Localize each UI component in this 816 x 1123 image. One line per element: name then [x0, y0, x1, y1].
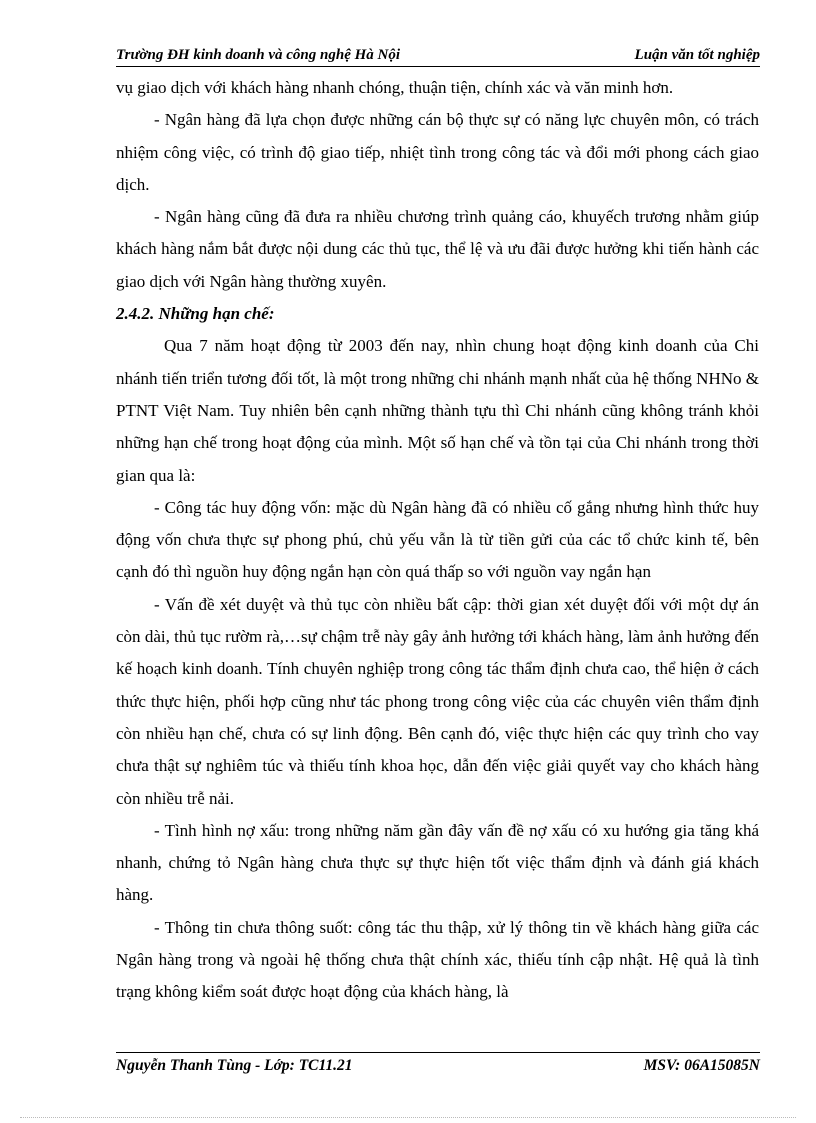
- footer-author: Nguyễn Thanh Tùng - Lớp: TC11.21: [116, 1057, 353, 1074]
- paragraph-7: - Tình hình nợ xấu: trong những năm gần đây vấn đề nợ xấu có xu hướng gia tăng khá nhanh, chứng tỏ Ngân hàng chưa thực sự thực hiện tốt việc thẩm định và đánh giá khách hàng.: [116, 820, 759, 905]
- document-body: [116, 72, 759, 1009]
- paragraph-1: vụ giao dịch với khách hàng nhanh chóng, thuận tiện, chính xác và văn minh hơn.: [116, 78, 674, 97]
- paragraph-2: - Ngân hàng đã lựa chọn được những cán bộ thực sự có năng lực chuyên môn, có trách nhiệm công việc, có trình độ giao tiếp, nhiệt tình trong công tác và đổi mới phong cách giao dịch.: [116, 110, 759, 194]
- page-header: [116, 44, 760, 67]
- paragraph-8: - Thông tin chưa thông suốt: công tác thu thập, xử lý thông tin về khách hàng giữa các Ngân hàng trong và ngoài hệ thống chưa thật chính xác, thiếu tính cập nhật. Hệ quả là tình trạng không kiểm soát được hoạt động của khách hàng, là: [116, 917, 759, 1002]
- paragraph-4: Qua 7 năm hoạt động từ 2003 đến nay, nhìn chung hoạt động kinh doanh của Chi nhánh tiến triển tương đối tốt, là một trong những chi nhánh mạnh nhất của hệ thống NHNo & PTNT Việt Nam. Tuy nhiên bên cạnh những thành tựu thì Chi nhánh cũng không tránh khỏi những hạn chế trong hoạt động của mình. Một số hạn chế và tồn tại của Chi nhánh trong thời gian qua là:: [116, 336, 759, 485]
- footer-student-id: MSV: 06A15085N: [643, 1057, 760, 1074]
- section-heading: 2.4.2. Những hạn chế:: [116, 304, 275, 324]
- paragraph-5: - Công tác huy động vốn: mặc dù Ngân hàng đã có nhiều cố gắng nhưng hình thức huy động vốn chưa thực sự phong phú, chủ yếu vẫn là từ tiền gửi của các tổ chức kinh tế, bên cạnh đó thì nguồn huy động ngắn hạn còn quá thấp so với nguồn vay ngắn hạn: [116, 497, 759, 582]
- paragraph-3: - Ngân hàng cũng đã đưa ra nhiều chương trình quảng cáo, khuyếch trương nhằm giúp khách hàng nắm bắt được nội dung các thủ tục, thể lệ và ưu đãi được hưởng khi tiến hành các giao dịch với Ngân hàng thường xuyên.: [116, 207, 759, 291]
- paragraph-6: - Vấn đề xét duyệt và thủ tục còn nhiều bất cập: thời gian xét duyệt đối với một dự án còn dài, thủ tục rườm rà,…sự chậm trễ này gây ảnh hưởng tới khách hàng, làm ảnh hưởng đến kế hoạch kinh doanh. Tính chuyên nghiệp trong công tác thẩm định chưa cao, thể hiện ở cách thức thực hiện, phối hợp cũng như tác phong trong công việc của các chuyên viên thẩm định còn nhiều hạn chế, chưa có sự linh động. Bên cạnh đó, việc thực hiện các quy trình cho vay chưa thật sự nghiêm túc và thiếu tính khoa học, dẫn đến việc giải quyết vay cho khách hàng còn nhiều trễ nải.: [116, 594, 759, 808]
- header-doc-type: Luận văn tốt nghiệp: [634, 47, 760, 63]
- header-school: Trường ĐH kinh doanh và công nghệ Hà Nội: [116, 47, 401, 63]
- page-edge-divider: [20, 1117, 796, 1118]
- page-footer: [116, 1052, 760, 1079]
